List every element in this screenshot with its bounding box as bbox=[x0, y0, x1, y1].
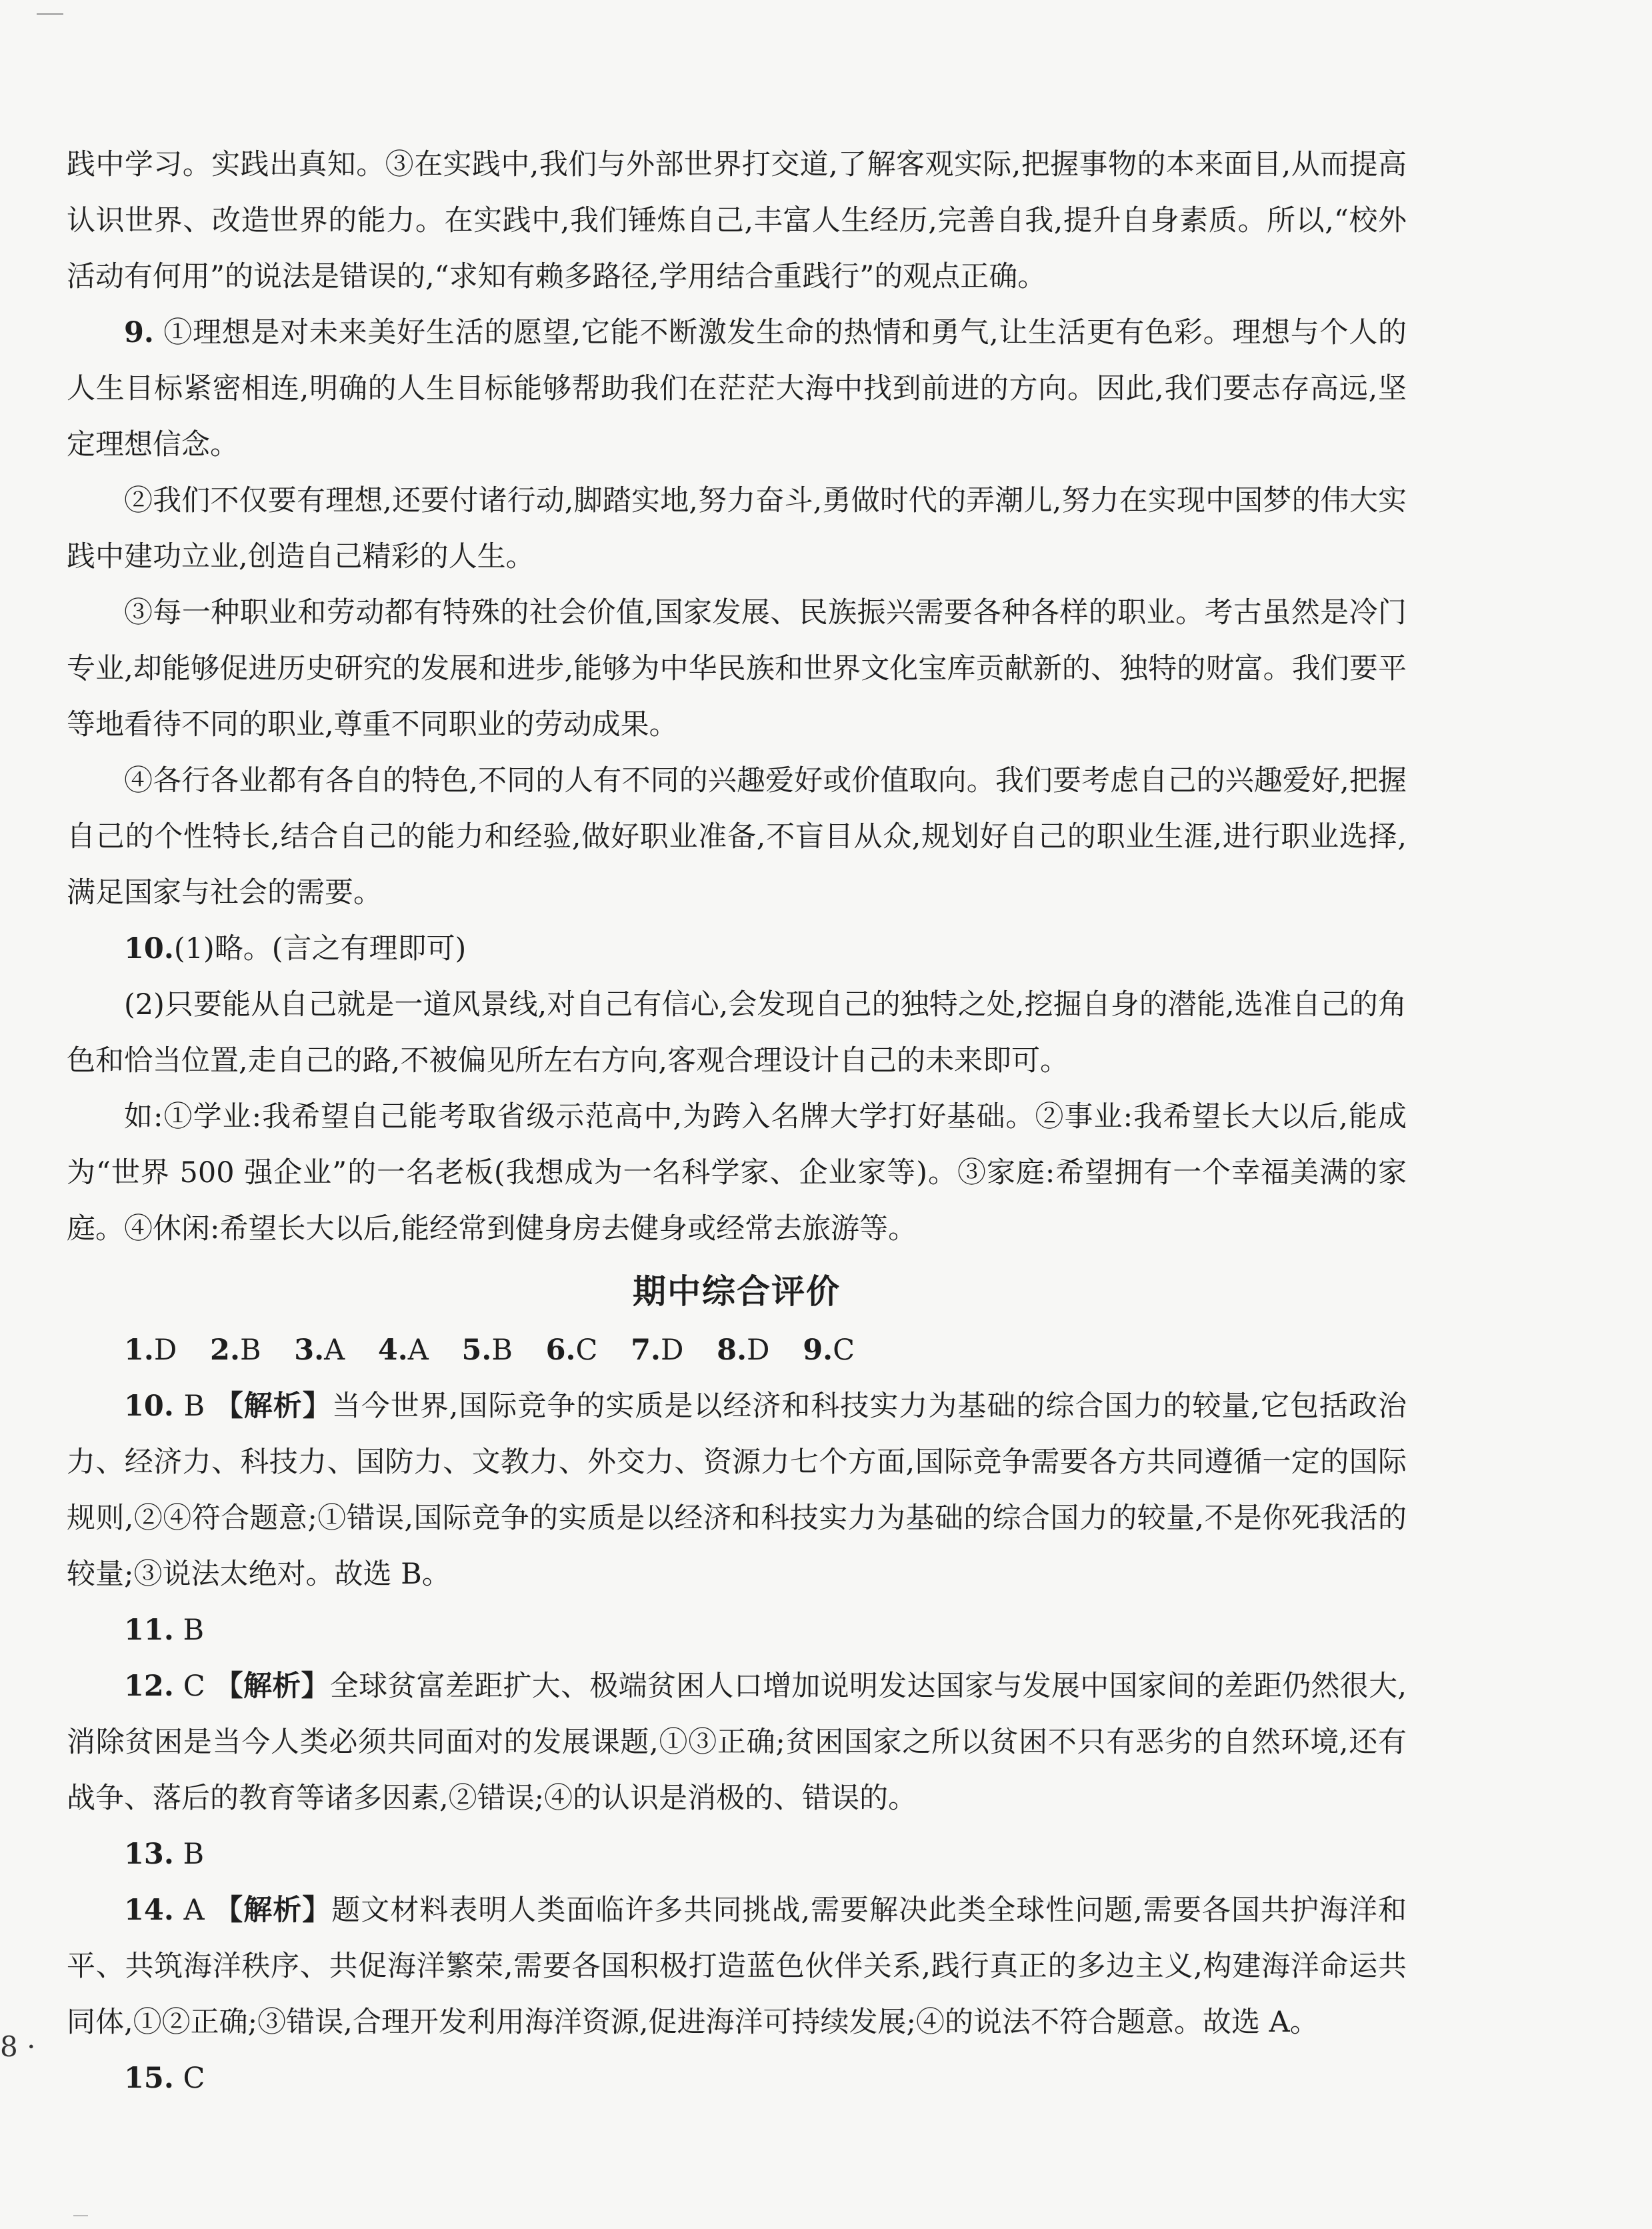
question-number: 15. bbox=[124, 2062, 174, 2095]
answer-10 bbox=[67, 921, 1407, 977]
answer-choice: B bbox=[183, 1838, 205, 1871]
analysis-tag: 【解析】 bbox=[214, 1894, 332, 1927]
multiple-choice-answers bbox=[67, 1322, 1407, 1378]
mc-answer: 2.B bbox=[210, 1334, 261, 1367]
corner-mark bbox=[37, 13, 63, 15]
answer-9-part-2 bbox=[67, 473, 1407, 585]
answer-bottom-15 bbox=[67, 2050, 1407, 2106]
page-content bbox=[67, 137, 1407, 2106]
paragraph-text: ④各行各业都有各自的特色,不同的人有不同的兴趣爱好或价值取向。我们要考虑自己的兴趣爱好,把握自己的个性特长,结合自己的能力和经验,做好职业准备,不盲目从众,规划好自己的职业生涯,进行职业选择,满足国家与社会的需要。 bbox=[67, 764, 1407, 909]
question-number: 12. bbox=[124, 1670, 174, 1703]
paragraph-text: (2)只要能从自己就是一道风景线,对自己有信心,会发现自己的独特之处,挖掘自身的潜能,选准自己的角色和恰当位置,走自己的路,不被偏见所左右方向,客观合理设计自己的未来即可。 bbox=[67, 988, 1407, 1077]
corner-mark bbox=[73, 2215, 88, 2216]
question-number: 13. bbox=[124, 1838, 174, 1871]
answer-choice: A bbox=[183, 1894, 205, 1927]
analysis-tag: 【解析】 bbox=[214, 1670, 330, 1703]
answer-choice: B bbox=[183, 1390, 205, 1423]
paragraph-text: 践中学习。实践出真知。③在实践中,我们与外部世界打交道,了解客观实际,把握事物的本来面目,从而提高认识世界、改造世界的能力。在实践中,我们锤炼自己,丰富人生经历,完善自我,提升自身素质。所以,“校外活动有何用”的说法是错误的,“求知有赖多路径,学用结合重践行”的观点正确。 bbox=[67, 148, 1407, 293]
question-number: 10. bbox=[124, 932, 174, 965]
mc-answer: 1.D bbox=[124, 1334, 177, 1367]
answer-10-part-2 bbox=[67, 977, 1407, 1089]
paragraph-text: 全球贫富差距扩大、极端贫困人口增加说明发达国家与发展中国家间的差距仍然很大,消除贫困是当今人类必须共同面对的发展课题,①③正确;贫困国家之所以贫困不只有恶劣的自然环境,还有战争、落后的教育等诸多因素,②错误;④的认识是消极的、错误的。 bbox=[67, 1670, 1407, 1815]
question-number: 9. bbox=[124, 316, 154, 349]
paragraph-text: 题文材料表明人类面临许多共同挑战,需要解决此类全球性问题,需要各国共护海洋和平、共筑海洋秩序、共促海洋繁荣,需要各国积极打造蓝色伙伴关系,践行真正的多边主义,构建海洋命运共同体,①②正确;③错误,合理开发利用海洋资源,促进海洋可持续发展;④的说法不符合题意。故选 A。 bbox=[67, 1894, 1407, 2039]
mc-answer: 7.D bbox=[631, 1334, 684, 1367]
section-title: 期中综合评价 bbox=[633, 1272, 841, 1311]
answer-choice: C bbox=[183, 1670, 205, 1703]
mc-answer: 4.A bbox=[377, 1334, 429, 1367]
answer-bottom-14 bbox=[67, 1882, 1407, 2050]
paragraph-text: 如:①学业:我希望自己能考取省级示范高中,为跨入名牌大学打好基础。②事业:我希望长大以后,能成为“世界 500 强企业”的一名老板(我想成为一名科学家、企业家等)。③家庭:希望拥有一个幸福美满的家庭。④休闲:希望长大以后,能经常到健身房去健身或经常去旅游等。 bbox=[67, 1100, 1407, 1246]
answer-choice: C bbox=[183, 2062, 205, 2095]
answer-9-part-4 bbox=[67, 753, 1407, 921]
answer-9-part-3 bbox=[67, 585, 1407, 753]
answer-bottom-12 bbox=[67, 1658, 1407, 1826]
analysis-tag: 【解析】 bbox=[214, 1390, 332, 1423]
mc-answer: 3.A bbox=[294, 1334, 345, 1367]
answer-bottom-13 bbox=[67, 1826, 1407, 1882]
question-number: 11. bbox=[124, 1614, 174, 1647]
answer-bottom-10 bbox=[67, 1378, 1407, 1602]
paragraph-text: (1)略。(言之有理即可) bbox=[173, 932, 467, 965]
mc-answer: 8.D bbox=[717, 1334, 770, 1367]
mc-answer: 6.C bbox=[545, 1334, 598, 1367]
mc-answer: 9.C bbox=[803, 1334, 855, 1367]
page-number: 8 · bbox=[0, 2030, 36, 2063]
answer-bottom-11 bbox=[67, 1602, 1407, 1658]
paragraph-text: ①理想是对未来美好生活的愿望,它能不断激发生命的热情和勇气,让生活更有色彩。理想与个人的人生目标紧密相连,明确的人生目标能够帮助我们在茫茫大海中找到前进的方向。因此,我们要志存高远,坚定理想信念。 bbox=[67, 316, 1407, 461]
answer-9 bbox=[67, 305, 1407, 473]
mc-answer: 5.B bbox=[461, 1334, 513, 1367]
paragraph-continuation bbox=[67, 137, 1407, 305]
paragraph-text: ②我们不仅要有理想,还要付诸行动,脚踏实地,努力奋斗,勇做时代的弄潮儿,努力在实现中国梦的伟大实践中建功立业,创造自己精彩的人生。 bbox=[67, 484, 1407, 573]
paragraph-text: ③每一种职业和劳动都有特殊的社会价值,国家发展、民族振兴需要各种各样的职业。考古虽然是冷门专业,却能够促进历史研究的发展和进步,能够为中华民族和世界文化宝库贡献新的、独特的财富。我们要平等地看待不同的职业,尊重不同职业的劳动成果。 bbox=[67, 596, 1407, 741]
paragraph-text: 当今世界,国际竞争的实质是以经济和科技实力为基础的综合国力的较量,它包括政治力、经济力、科技力、国防力、文教力、外交力、资源力七个方面,国际竞争需要各方共同遵循一定的国际规则,②④符合题意;①错误,国际竞争的实质是以经济和科技实力为基础的综合国力的较量,不是你死我活的较量;③说法太绝对。故选 B。 bbox=[67, 1390, 1407, 1591]
answer-choice: B bbox=[183, 1614, 205, 1647]
question-number: 10. bbox=[124, 1390, 174, 1423]
question-number: 14. bbox=[124, 1894, 174, 1927]
answer-10-example bbox=[67, 1089, 1407, 1257]
